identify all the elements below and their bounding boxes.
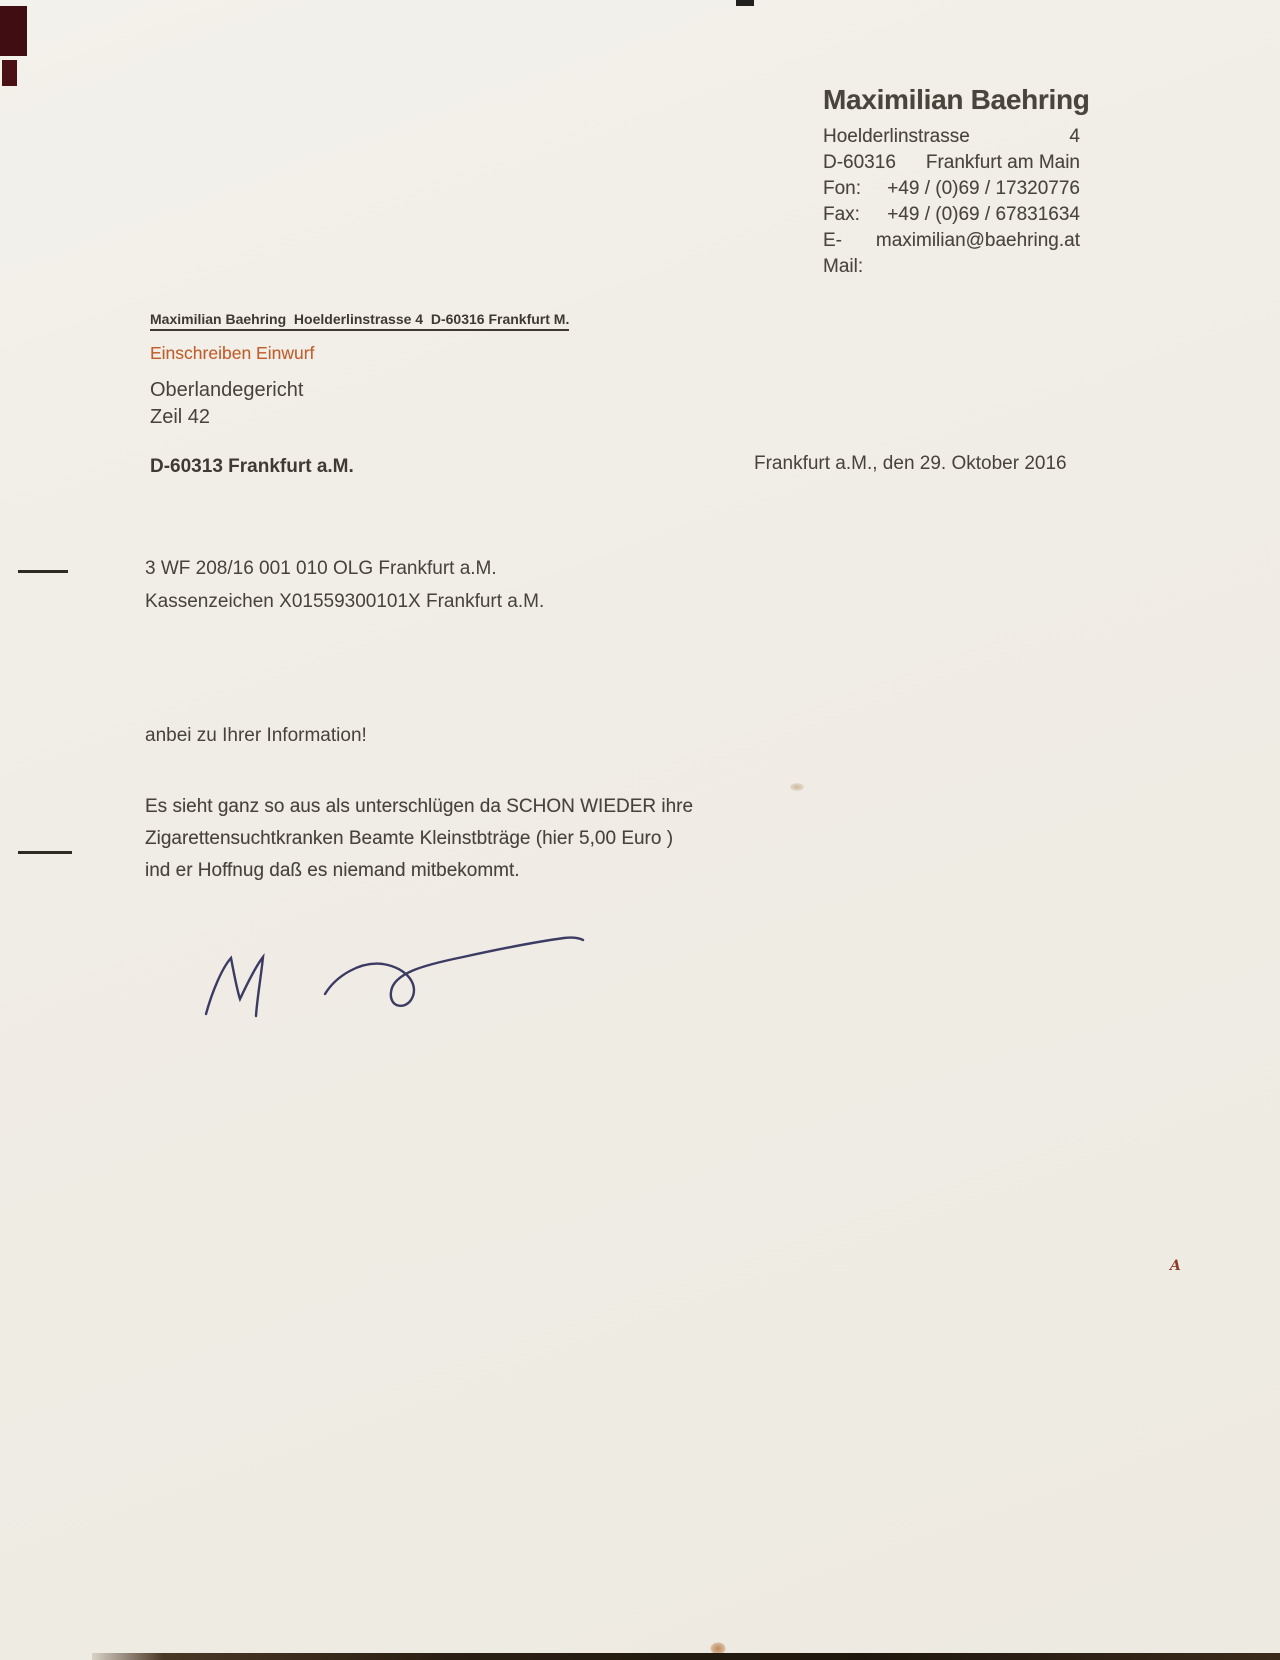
- letterhead-street-row: [823, 124, 1080, 150]
- signature-flourish: [325, 938, 583, 1006]
- payment-reference-line: Kassenzeichen X01559300101X Frankfurt a.M.: [145, 591, 545, 612]
- scan-top-edge-mark: [736, 0, 754, 6]
- fold-mark-lower: [18, 851, 72, 854]
- email-label: E-Mail:: [823, 230, 864, 277]
- fold-mark-upper: [18, 570, 68, 573]
- recipient-street: Zeil 42: [150, 406, 211, 428]
- scan-corner-mark-small: [2, 60, 17, 86]
- letterhead-phone-row: [823, 176, 1080, 202]
- letterhead-city-row: [823, 150, 1080, 176]
- signature-initial-m: [206, 957, 263, 1016]
- letterhead-street-label: Hoelderlinstrasse: [823, 126, 970, 147]
- email-value: maximilian@baehring.at: [875, 230, 1080, 251]
- date-line: Frankfurt a.M., den 29. Oktober 2016: [754, 453, 1067, 474]
- letterhead-street-number: 4: [1069, 126, 1080, 147]
- letterhead-postcode: D-60316: [823, 152, 896, 173]
- letterhead-city: Frankfurt am Main: [925, 152, 1080, 173]
- scan-bottom-edge: [92, 1653, 1280, 1660]
- delivery-method-note: Einschreiben Einwurf: [150, 343, 315, 363]
- letterhead-name: Maximilian Baehring: [823, 84, 1090, 115]
- salutation-line: anbei zu Ihrer Information!: [145, 725, 367, 746]
- recipient-name: Oberlandegericht: [150, 379, 304, 401]
- letterhead-fax-row: [823, 202, 1080, 228]
- fax-label: Fax:: [823, 204, 860, 225]
- case-reference-line: 3 WF 208/16 001 010 OLG Frankfurt a.M.: [145, 558, 497, 579]
- recipient-city: D-60313 Frankfurt a.M.: [150, 456, 354, 477]
- phone-label: Fon:: [823, 178, 862, 199]
- paper-stain-small: [790, 783, 804, 791]
- letterhead: [823, 84, 1090, 280]
- handwritten-signature: [170, 900, 590, 1030]
- fax-value: +49 / (0)69 / 67831634: [887, 204, 1080, 225]
- scan-corner-mark: [0, 6, 27, 56]
- return-address-line: Maximilian Baehring Hoelderlinstrasse 4 D-60316 Frankfurt M.: [150, 311, 569, 331]
- red-ink-margin-mark: A: [1170, 1258, 1181, 1274]
- body-line: Zigarettensuchtkranken Beamte Kleinstbträge (hier 5,00 Euro ): [145, 828, 674, 849]
- body-line: Es sieht ganz so aus als unterschlügen da SCHON WIEDER ihre: [145, 796, 694, 817]
- letterhead-email-row: [823, 228, 1080, 280]
- phone-value: +49 / (0)69 / 17320776: [887, 178, 1080, 199]
- body-paragraph: [145, 791, 693, 887]
- body-line: ind er Hoffnug daß es niemand mitbekommt.: [145, 860, 520, 881]
